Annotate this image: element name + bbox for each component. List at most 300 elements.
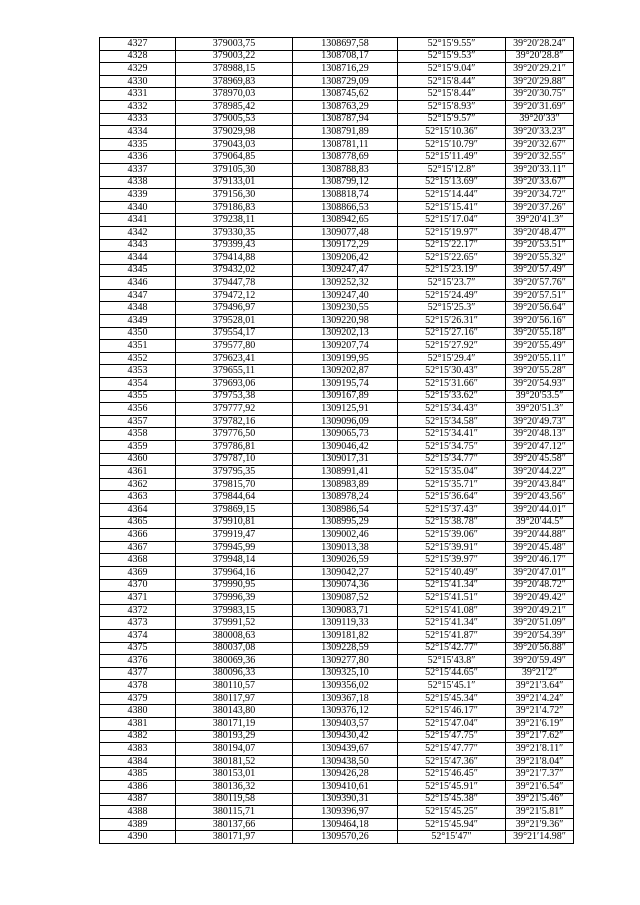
point-number-cell: 4339: [100, 189, 176, 202]
latitude-cell: 52°15′40.49″: [398, 566, 506, 579]
latitude-cell: 52°15′31.66″: [398, 378, 506, 391]
point-number-cell: 4361: [100, 466, 176, 479]
y-coordinate-cell: 1309199,95: [293, 352, 398, 365]
point-number-cell: 4354: [100, 378, 176, 391]
latitude-cell: 52°15′22.65″: [398, 252, 506, 265]
table-row: [100, 554, 574, 567]
table-row: [100, 466, 574, 479]
table-row: [100, 138, 574, 151]
latitude-cell: 52°15′43.8″: [398, 655, 506, 668]
longitude-cell: 39°20′55.32″: [506, 252, 574, 265]
longitude-cell: 39°21′4.72″: [506, 705, 574, 718]
longitude-cell: 39°21′3.64″: [506, 680, 574, 693]
table-row: [100, 818, 574, 831]
latitude-cell: 52°15′41.34″: [398, 579, 506, 592]
table-row: [100, 541, 574, 554]
x-coordinate-cell: 380008,63: [176, 629, 293, 642]
point-number-cell: 4375: [100, 642, 176, 655]
point-number-cell: 4340: [100, 201, 176, 214]
x-coordinate-cell: 380069,36: [176, 655, 293, 668]
latitude-cell: 52°15′15.41″: [398, 201, 506, 214]
y-coordinate-cell: 1309172,29: [293, 239, 398, 252]
latitude-cell: 52°15′9.04″: [398, 63, 506, 76]
point-number-cell: 4353: [100, 365, 176, 378]
point-number-cell: 4352: [100, 352, 176, 365]
latitude-cell: 52°15′8.44″: [398, 75, 506, 88]
latitude-cell: 52°15′37.43″: [398, 503, 506, 516]
longitude-cell: 39°20′44.88″: [506, 529, 574, 542]
table-row: [100, 793, 574, 806]
y-coordinate-cell: 1308778,69: [293, 151, 398, 164]
longitude-cell: 39°20′47.12″: [506, 441, 574, 454]
y-coordinate-cell: 1309403,57: [293, 718, 398, 731]
table-row: [100, 88, 574, 101]
longitude-cell: 39°20′33.23″: [506, 126, 574, 139]
latitude-cell: 52°15′39.97″: [398, 554, 506, 567]
y-coordinate-cell: 1309396,97: [293, 806, 398, 819]
point-number-cell: 4344: [100, 252, 176, 265]
longitude-cell: 39°20′51.09″: [506, 617, 574, 630]
coordinates-table-body: [100, 38, 574, 844]
x-coordinate-cell: 379554,17: [176, 327, 293, 340]
latitude-cell: 52°15′45.25″: [398, 806, 506, 819]
y-coordinate-cell: 1308788,83: [293, 163, 398, 176]
y-coordinate-cell: 1309439,67: [293, 743, 398, 756]
latitude-cell: 52°15′29.4″: [398, 352, 506, 365]
point-number-cell: 4382: [100, 730, 176, 743]
point-number-cell: 4355: [100, 390, 176, 403]
x-coordinate-cell: 380110,57: [176, 680, 293, 693]
x-coordinate-cell: 379105,30: [176, 163, 293, 176]
x-coordinate-cell: 379528,01: [176, 315, 293, 328]
table-row: [100, 264, 574, 277]
latitude-cell: 52°15′34.77″: [398, 453, 506, 466]
point-number-cell: 4346: [100, 277, 176, 290]
latitude-cell: 52°15′26.31″: [398, 315, 506, 328]
y-coordinate-cell: 1309464,18: [293, 818, 398, 831]
y-coordinate-cell: 1309277,80: [293, 655, 398, 668]
y-coordinate-cell: 1308763,29: [293, 100, 398, 113]
y-coordinate-cell: 1309426,28: [293, 768, 398, 781]
longitude-cell: 39°21′8.11″: [506, 743, 574, 756]
longitude-cell: 39°20′45.48″: [506, 541, 574, 554]
longitude-cell: 39°20′56.64″: [506, 302, 574, 315]
y-coordinate-cell: 1309046,42: [293, 441, 398, 454]
point-number-cell: 4388: [100, 806, 176, 819]
table-row: [100, 730, 574, 743]
x-coordinate-cell: 379238,11: [176, 214, 293, 227]
table-row: [100, 667, 574, 680]
x-coordinate-cell: 380115,71: [176, 806, 293, 819]
y-coordinate-cell: 1309410,61: [293, 781, 398, 794]
point-number-cell: 4350: [100, 327, 176, 340]
latitude-cell: 52°15′47.77″: [398, 743, 506, 756]
longitude-cell: 39°20′34.72″: [506, 189, 574, 202]
table-row: [100, 365, 574, 378]
longitude-cell: 39°20′32.67″: [506, 138, 574, 151]
table-row: [100, 529, 574, 542]
point-number-cell: 4335: [100, 138, 176, 151]
latitude-cell: 52°15′19.97″: [398, 226, 506, 239]
longitude-cell: 39°20′55.18″: [506, 327, 574, 340]
x-coordinate-cell: 379432,02: [176, 264, 293, 277]
y-coordinate-cell: 1308991,41: [293, 466, 398, 479]
longitude-cell: 39°21′6.19″: [506, 718, 574, 731]
y-coordinate-cell: 1308745,62: [293, 88, 398, 101]
latitude-cell: 52°15′27.92″: [398, 340, 506, 353]
point-number-cell: 4362: [100, 478, 176, 491]
y-coordinate-cell: 1308978,24: [293, 491, 398, 504]
point-number-cell: 4329: [100, 63, 176, 76]
latitude-cell: 52°15′25.3″: [398, 302, 506, 315]
longitude-cell: 39°21′7.62″: [506, 730, 574, 743]
latitude-cell: 52°15′35.04″: [398, 466, 506, 479]
latitude-cell: 52°15′46.17″: [398, 705, 506, 718]
longitude-cell: 39°21′4.24″: [506, 692, 574, 705]
table-row: [100, 592, 574, 605]
latitude-cell: 52°15′41.51″: [398, 592, 506, 605]
table-row: [100, 302, 574, 315]
y-coordinate-cell: 1309074,36: [293, 579, 398, 592]
longitude-cell: 39°20′46.17″: [506, 554, 574, 567]
y-coordinate-cell: 1309042,27: [293, 566, 398, 579]
x-coordinate-cell: 379786,81: [176, 441, 293, 454]
latitude-cell: 52°15′10.79″: [398, 138, 506, 151]
latitude-cell: 52°15′34.43″: [398, 403, 506, 416]
x-coordinate-cell: 379577,80: [176, 340, 293, 353]
longitude-cell: 39°20′43.84″: [506, 478, 574, 491]
point-number-cell: 4357: [100, 415, 176, 428]
x-coordinate-cell: 378985,42: [176, 100, 293, 113]
table-row: [100, 214, 574, 227]
y-coordinate-cell: 1309220,98: [293, 315, 398, 328]
point-number-cell: 4377: [100, 667, 176, 680]
longitude-cell: 39°21′6.54″: [506, 781, 574, 794]
table-row: [100, 252, 574, 265]
y-coordinate-cell: 1309247,40: [293, 289, 398, 302]
x-coordinate-cell: 379787,10: [176, 453, 293, 466]
point-number-cell: 4345: [100, 264, 176, 277]
y-coordinate-cell: 1309002,46: [293, 529, 398, 542]
x-coordinate-cell: 379005,53: [176, 113, 293, 126]
point-number-cell: 4381: [100, 718, 176, 731]
point-number-cell: 4379: [100, 692, 176, 705]
table-row: [100, 277, 574, 290]
latitude-cell: 52°15′45.38″: [398, 793, 506, 806]
latitude-cell: 52°15′9.55″: [398, 38, 506, 51]
x-coordinate-cell: 379414,88: [176, 252, 293, 265]
longitude-cell: 39°20′49.21″: [506, 604, 574, 617]
longitude-cell: 39°20′48.47″: [506, 226, 574, 239]
x-coordinate-cell: 379496,97: [176, 302, 293, 315]
latitude-cell: 52°15′44.65″: [398, 667, 506, 680]
point-number-cell: 4389: [100, 818, 176, 831]
x-coordinate-cell: 379919,47: [176, 529, 293, 542]
y-coordinate-cell: 1308983,89: [293, 478, 398, 491]
point-number-cell: 4372: [100, 604, 176, 617]
latitude-cell: 52°15′38.78″: [398, 516, 506, 529]
table-row: [100, 315, 574, 328]
latitude-cell: 52°15′45.34″: [398, 692, 506, 705]
point-number-cell: 4336: [100, 151, 176, 164]
longitude-cell: 39°20′55.28″: [506, 365, 574, 378]
y-coordinate-cell: 1308995,29: [293, 516, 398, 529]
latitude-cell: 52°15′41.87″: [398, 629, 506, 642]
y-coordinate-cell: 1309228,59: [293, 642, 398, 655]
y-coordinate-cell: 1309202,13: [293, 327, 398, 340]
latitude-cell: 52°15′22.17″: [398, 239, 506, 252]
longitude-cell: 39°20′44.5″: [506, 516, 574, 529]
x-coordinate-cell: 379964,16: [176, 566, 293, 579]
point-number-cell: 4380: [100, 705, 176, 718]
point-number-cell: 4384: [100, 755, 176, 768]
y-coordinate-cell: 1309376,12: [293, 705, 398, 718]
latitude-cell: 52°15′47.36″: [398, 755, 506, 768]
point-number-cell: 4342: [100, 226, 176, 239]
x-coordinate-cell: 379003,22: [176, 50, 293, 63]
table-row: [100, 566, 574, 579]
latitude-cell: 52°15′8.44″: [398, 88, 506, 101]
longitude-cell: 39°21′7.37″: [506, 768, 574, 781]
latitude-cell: 52°15′23.19″: [398, 264, 506, 277]
table-row: [100, 176, 574, 189]
longitude-cell: 39°20′29.21″: [506, 63, 574, 76]
point-number-cell: 4333: [100, 113, 176, 126]
table-row: [100, 352, 574, 365]
y-coordinate-cell: 1308791,89: [293, 126, 398, 139]
longitude-cell: 39°20′28.24″: [506, 38, 574, 51]
x-coordinate-cell: 379330,35: [176, 226, 293, 239]
longitude-cell: 39°20′53.51″: [506, 239, 574, 252]
table-row: [100, 692, 574, 705]
point-number-cell: 4365: [100, 516, 176, 529]
x-coordinate-cell: 380137,66: [176, 818, 293, 831]
point-number-cell: 4368: [100, 554, 176, 567]
table-row: [100, 113, 574, 126]
point-number-cell: 4376: [100, 655, 176, 668]
latitude-cell: 52°15′45.91″: [398, 781, 506, 794]
y-coordinate-cell: 1309181,82: [293, 629, 398, 642]
latitude-cell: 52°15′42.77″: [398, 642, 506, 655]
longitude-cell: 39°21′5.46″: [506, 793, 574, 806]
table-row: [100, 516, 574, 529]
longitude-cell: 39°21′14.98″: [506, 831, 574, 844]
x-coordinate-cell: 379795,35: [176, 466, 293, 479]
latitude-cell: 52°15′24.49″: [398, 289, 506, 302]
point-number-cell: 4358: [100, 428, 176, 441]
latitude-cell: 52°15′41.08″: [398, 604, 506, 617]
y-coordinate-cell: 1309206,42: [293, 252, 398, 265]
x-coordinate-cell: 380037,08: [176, 642, 293, 655]
longitude-cell: 39°20′33″: [506, 113, 574, 126]
y-coordinate-cell: 1309125,91: [293, 403, 398, 416]
x-coordinate-cell: 379693,06: [176, 378, 293, 391]
x-coordinate-cell: 379029,98: [176, 126, 293, 139]
x-coordinate-cell: 378988,15: [176, 63, 293, 76]
x-coordinate-cell: 380171,97: [176, 831, 293, 844]
y-coordinate-cell: 1308729,09: [293, 75, 398, 88]
longitude-cell: 39°20′44.22″: [506, 466, 574, 479]
table-row: [100, 718, 574, 731]
point-number-cell: 4337: [100, 163, 176, 176]
latitude-cell: 52°15′47″: [398, 831, 506, 844]
table-row: [100, 781, 574, 794]
table-row: [100, 705, 574, 718]
longitude-cell: 39°20′57.51″: [506, 289, 574, 302]
latitude-cell: 52°15′9.53″: [398, 50, 506, 63]
x-coordinate-cell: 380153,01: [176, 768, 293, 781]
point-number-cell: 4359: [100, 441, 176, 454]
table-row: [100, 378, 574, 391]
longitude-cell: 39°20′45.58″: [506, 453, 574, 466]
table-row: [100, 50, 574, 63]
longitude-cell: 39°20′53.5″: [506, 390, 574, 403]
point-number-cell: 4386: [100, 781, 176, 794]
y-coordinate-cell: 1309026,59: [293, 554, 398, 567]
point-number-cell: 4348: [100, 302, 176, 315]
longitude-cell: 39°20′44.01″: [506, 503, 574, 516]
latitude-cell: 52°15′30.43″: [398, 365, 506, 378]
latitude-cell: 52°15′34.75″: [398, 441, 506, 454]
longitude-cell: 39°20′47.01″: [506, 566, 574, 579]
point-number-cell: 4370: [100, 579, 176, 592]
table-row: [100, 340, 574, 353]
point-number-cell: 4341: [100, 214, 176, 227]
longitude-cell: 39°20′48.72″: [506, 579, 574, 592]
latitude-cell: 52°15′10.36″: [398, 126, 506, 139]
point-number-cell: 4366: [100, 529, 176, 542]
y-coordinate-cell: 1309017,31: [293, 453, 398, 466]
latitude-cell: 52°15′34.58″: [398, 415, 506, 428]
longitude-cell: 39°20′55.11″: [506, 352, 574, 365]
x-coordinate-cell: 379844,64: [176, 491, 293, 504]
x-coordinate-cell: 379777,92: [176, 403, 293, 416]
y-coordinate-cell: 1309367,18: [293, 692, 398, 705]
table-row: [100, 642, 574, 655]
y-coordinate-cell: 1309207,74: [293, 340, 398, 353]
point-number-cell: 4338: [100, 176, 176, 189]
y-coordinate-cell: 1308942,65: [293, 214, 398, 227]
y-coordinate-cell: 1308787,94: [293, 113, 398, 126]
longitude-cell: 39°20′54.39″: [506, 629, 574, 642]
x-coordinate-cell: 380171,19: [176, 718, 293, 731]
y-coordinate-cell: 1309390,31: [293, 793, 398, 806]
table-row: [100, 755, 574, 768]
x-coordinate-cell: 380136,32: [176, 781, 293, 794]
table-row: [100, 655, 574, 668]
table-row: [100, 453, 574, 466]
point-number-cell: 4383: [100, 743, 176, 756]
x-coordinate-cell: 379996,39: [176, 592, 293, 605]
table-row: [100, 38, 574, 51]
x-coordinate-cell: 379815,70: [176, 478, 293, 491]
point-number-cell: 4374: [100, 629, 176, 642]
latitude-cell: 52°15′17.04″: [398, 214, 506, 227]
longitude-cell: 39°20′49.73″: [506, 415, 574, 428]
table-row: [100, 327, 574, 340]
longitude-cell: 39°20′31.69″: [506, 100, 574, 113]
table-row: [100, 441, 574, 454]
latitude-cell: 52°15′46.45″: [398, 768, 506, 781]
latitude-cell: 52°15′9.57″: [398, 113, 506, 126]
longitude-cell: 39°20′30.75″: [506, 88, 574, 101]
x-coordinate-cell: 379156,30: [176, 189, 293, 202]
point-number-cell: 4360: [100, 453, 176, 466]
longitude-cell: 39°20′33.11″: [506, 163, 574, 176]
point-number-cell: 4363: [100, 491, 176, 504]
y-coordinate-cell: 1308866,53: [293, 201, 398, 214]
y-coordinate-cell: 1309083,71: [293, 604, 398, 617]
y-coordinate-cell: 1309202,87: [293, 365, 398, 378]
latitude-cell: 52°15′27.16″: [398, 327, 506, 340]
y-coordinate-cell: 1308986,54: [293, 503, 398, 516]
y-coordinate-cell: 1309325,10: [293, 667, 398, 680]
x-coordinate-cell: 379945,99: [176, 541, 293, 554]
table-row: [100, 126, 574, 139]
y-coordinate-cell: 1309096,09: [293, 415, 398, 428]
point-number-cell: 4369: [100, 566, 176, 579]
y-coordinate-cell: 1308799,12: [293, 176, 398, 189]
longitude-cell: 39°21′9.36″: [506, 818, 574, 831]
longitude-cell: 39°20′32.55″: [506, 151, 574, 164]
x-coordinate-cell: 379782,16: [176, 415, 293, 428]
longitude-cell: 39°20′49.42″: [506, 592, 574, 605]
y-coordinate-cell: 1308697,58: [293, 38, 398, 51]
table-row: [100, 680, 574, 693]
table-row: [100, 163, 574, 176]
point-number-cell: 4330: [100, 75, 176, 88]
point-number-cell: 4373: [100, 617, 176, 630]
point-number-cell: 4351: [100, 340, 176, 353]
latitude-cell: 52°15′45.94″: [398, 818, 506, 831]
point-number-cell: 4334: [100, 126, 176, 139]
y-coordinate-cell: 1308708,17: [293, 50, 398, 63]
x-coordinate-cell: 380117,97: [176, 692, 293, 705]
table-row: [100, 491, 574, 504]
latitude-cell: 52°15′11.49″: [398, 151, 506, 164]
y-coordinate-cell: 1309356,02: [293, 680, 398, 693]
x-coordinate-cell: 380096,33: [176, 667, 293, 680]
y-coordinate-cell: 1309252,32: [293, 277, 398, 290]
longitude-cell: 39°20′55.49″: [506, 340, 574, 353]
longitude-cell: 39°20′56.16″: [506, 315, 574, 328]
point-number-cell: 4332: [100, 100, 176, 113]
point-number-cell: 4356: [100, 403, 176, 416]
point-number-cell: 4343: [100, 239, 176, 252]
point-number-cell: 4327: [100, 38, 176, 51]
latitude-cell: 52°15′47.04″: [398, 718, 506, 731]
y-coordinate-cell: 1309195,74: [293, 378, 398, 391]
longitude-cell: 39°20′41.3″: [506, 214, 574, 227]
x-coordinate-cell: 379948,14: [176, 554, 293, 567]
point-number-cell: 4347: [100, 289, 176, 302]
latitude-cell: 52°15′12.8″: [398, 163, 506, 176]
y-coordinate-cell: 1309065,73: [293, 428, 398, 441]
table-row: [100, 768, 574, 781]
latitude-cell: 52°15′39.06″: [398, 529, 506, 542]
y-coordinate-cell: 1309013,38: [293, 541, 398, 554]
longitude-cell: 39°20′43.56″: [506, 491, 574, 504]
point-number-cell: 4349: [100, 315, 176, 328]
table-row: [100, 403, 574, 416]
longitude-cell: 39°21′8.04″: [506, 755, 574, 768]
y-coordinate-cell: 1309570,26: [293, 831, 398, 844]
y-coordinate-cell: 1309167,89: [293, 390, 398, 403]
x-coordinate-cell: 378970,03: [176, 88, 293, 101]
x-coordinate-cell: 379623,41: [176, 352, 293, 365]
x-coordinate-cell: 379472,12: [176, 289, 293, 302]
table-row: [100, 604, 574, 617]
